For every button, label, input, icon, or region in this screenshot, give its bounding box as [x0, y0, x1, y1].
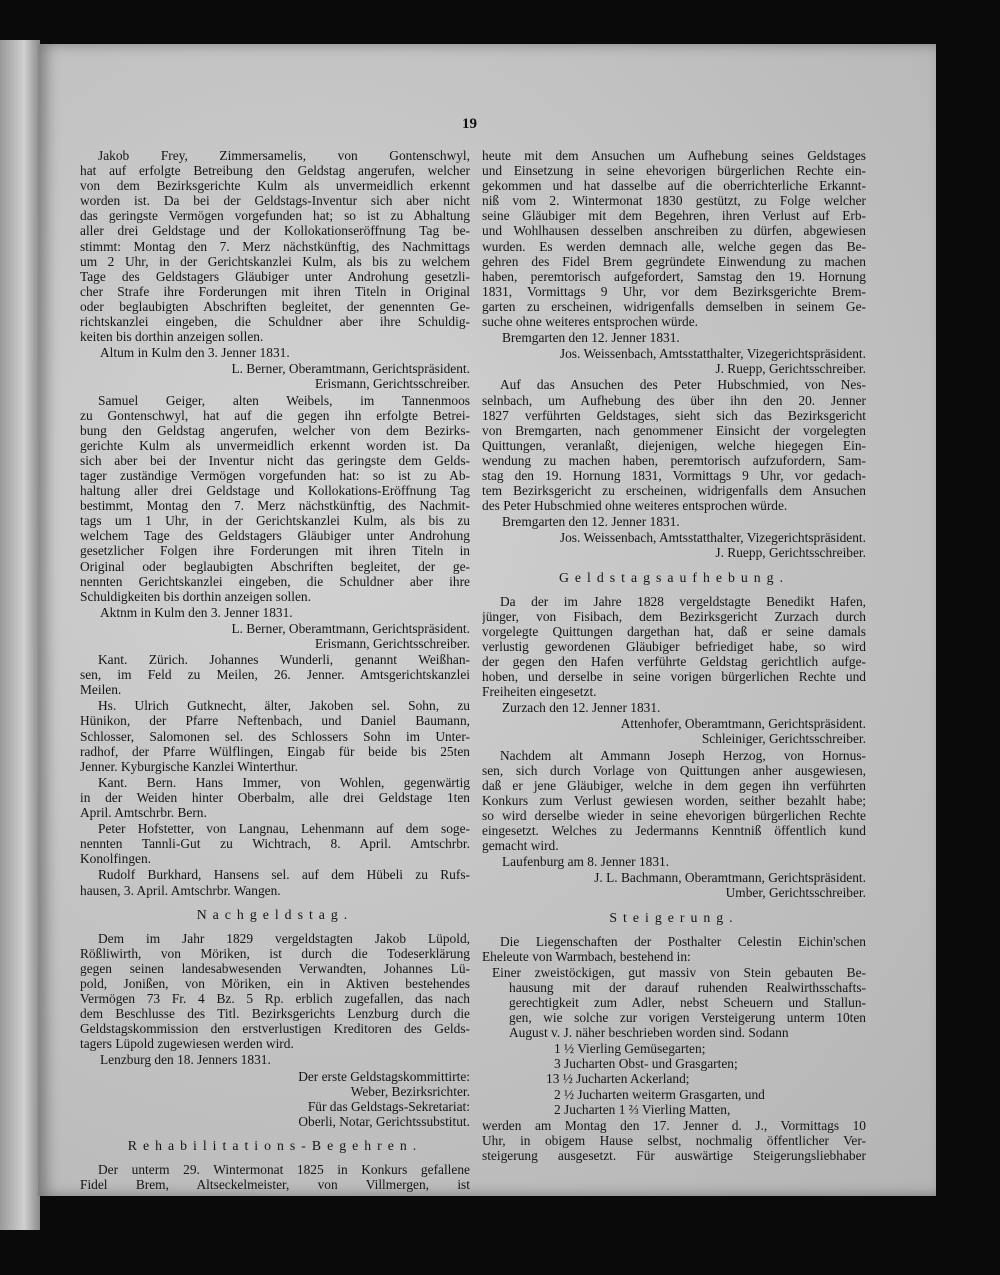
- text-line: Umber, Gerichtsschreiber.: [725, 885, 866, 901]
- dateline: [80, 345, 470, 360]
- text-line: Rudolf Burkhard, Hansens sel. auf dem Hübeli zu Rufs-: [98, 867, 470, 883]
- text-line: Eheleute von Warmbach, bestehend in:: [482, 948, 691, 964]
- text-line: verlustig gewordenen Gläubiger befriediget habe, so wird: [482, 638, 866, 654]
- text-line: in der Weiden hinter Oberbalm, alle drei Geldstage 1ten: [80, 789, 470, 805]
- text-line: wendung zu machen haben, peremtorisch aufzufordern, Sam-: [482, 452, 866, 468]
- text-line: stag den 19. Hornung 1831, Vormittags 9 Uhr, vor gedach-: [482, 467, 866, 483]
- text-line: gegen seinen landesabwesenden Verwandten, Johannes Lü-: [80, 960, 470, 976]
- text-line: von dem Bezirksgerichte Kulm als unvermeidlich erkennt: [80, 178, 470, 194]
- text-line: hat auf erfolgte Betreibung den Geldstag angerufen, welcher: [80, 163, 470, 179]
- text-line: Der erste Geldstagskommittirte:: [298, 1068, 470, 1084]
- left-column: [80, 148, 470, 1193]
- text-line: Konkurs zum Verlust gewiesen worden, seither bezahlt habe;: [482, 792, 866, 808]
- text-line: Jenner. Kyburgische Kanzlei Winterthur.: [80, 758, 298, 774]
- paragraph: [482, 748, 866, 854]
- heading-text: Nachgeldstag.: [196, 906, 354, 922]
- text-line: bestimmt, Montag den 7. Merz nächstkünftig, des Nachmit-: [80, 498, 470, 514]
- paragraph: [80, 775, 470, 820]
- text-line: tags um 1 Uhr, in der Gerichtskanzlei Kulm, als bis zu: [80, 513, 470, 529]
- section-heading: [80, 907, 470, 922]
- text-line: Einer zweistöckigen, gut massiv von Stein gebauten Be-: [492, 964, 866, 980]
- text-line: Dem im Jahr 1829 vergeldstagten Jakob Lüpold,: [98, 930, 470, 946]
- text-line: Erismann, Gerichtsschreiber.: [314, 376, 470, 392]
- text-line: Die Liegenschaften der Posthalter Celestin Eichin'schen: [500, 933, 866, 949]
- text-line: Auf das Ansuchen des Peter Hubschmied, von Nes-: [500, 377, 866, 393]
- dateline: [80, 1052, 470, 1067]
- text-line: gemacht wird.: [482, 838, 559, 854]
- section-heading: [482, 910, 866, 925]
- text-line: keiten bis dorthin anzeigen sollen.: [80, 329, 264, 345]
- text-line: Rößliwirth, von Möriken, ist durch die Todeserklärung: [80, 945, 470, 961]
- signature: [80, 1069, 470, 1129]
- text-line: Meilen.: [80, 682, 122, 698]
- text-line: tem Bezirksgericht zu erscheinen, widrigenfalls dem Ansuchen: [482, 483, 866, 499]
- text-line: Erismann, Gerichtsschreiber.: [314, 636, 470, 651]
- text-line: gerichte Kulm als unvermeidlich erkennt worden ist. Da: [80, 437, 470, 453]
- text-line: J. Ruepp, Gerichtsschreiber.: [715, 545, 866, 561]
- text-line: heute mit dem Ansuchen um Aufhebung seines Geldstages: [482, 148, 866, 163]
- text-line: das geringste Vermögen vorgefunden hat; so ist zu Abhaltung: [80, 208, 470, 224]
- text-line: 2 ½ Jucharten weiterm Grasgarten, und: [554, 1086, 765, 1102]
- text-line: tager zuständige Vermögen vorgefunden hat: so ist zu Ab-: [80, 467, 470, 483]
- text-line: 2 Jucharten 1 ⅔ Vierling Matten,: [554, 1101, 731, 1117]
- text-line: Uhr, in obigem Hause selbst, nochmalig öffentlicher Ver-: [482, 1132, 866, 1148]
- text-line: von Bremgarten, nach genommener Einsicht der vorgelegten: [482, 422, 866, 438]
- text-line: Geldstagskommission den erstverlustigen Kreditoren des Gelds-: [80, 1021, 470, 1037]
- text-line: 1 ½ Vierling Gemüsegarten;: [554, 1041, 706, 1057]
- text-line: sen, im Feld zu Meilen, 26. Jenner. Amtsgerichtskanzlei: [80, 667, 470, 683]
- text-line: Jos. Weissenbach, Amtsstatthalter, Vizegerichtspräsident.: [559, 346, 866, 362]
- text-line: J. Ruepp, Gerichtsschreiber.: [715, 361, 866, 377]
- text-line: um 2 Uhr, in der Gerichtskanzlei Kulm, als bis zu welchem: [80, 253, 470, 269]
- text-line: daß er jene Gläubiger, welche in dem gegen ihn verführten: [482, 777, 866, 793]
- text-line: des Peter Hubschmied ohne weiteres entsprochen würde.: [482, 498, 788, 514]
- text-line: werden am Montag den 17. Jenner d. J., Vormittags 10: [482, 1117, 866, 1133]
- signature: [482, 870, 866, 900]
- text-line: haltung aller drei Geldstage und Kollokations-Eröffnung Tag: [80, 483, 470, 499]
- text-line: Altum in Kulm den 3. Jenner 1831.: [100, 345, 290, 361]
- heading-text: Steigerung.: [609, 909, 739, 925]
- paragraph: [80, 652, 470, 697]
- text-line: pold, Jonißen, von Möriken, ein in Aktiven bestehendes: [80, 975, 470, 991]
- text-line: radhof, der Pfarre Wülflingen, Eingab für beide bis 25ten: [80, 743, 470, 759]
- text-line: Tage des Geldstagers Gläubiger unter Androhung gesetzli-: [80, 268, 470, 284]
- text-line: suche ohne weiteres entsprochen würde.: [482, 314, 699, 330]
- text-line: Schleiniger, Gerichtsschreiber.: [701, 731, 866, 747]
- text-line: Fidel Brem, Altseckelmeister, von Villmergen, ist: [80, 1177, 470, 1193]
- text-line: nennten Gerichtskanzlei eingeben, die Schuldner aber ihre: [80, 573, 470, 589]
- text-line: Kant. Bern. Hans Immer, von Wohlen, gegenwärtig: [98, 774, 470, 790]
- paragraph: [80, 148, 470, 344]
- paragraph: [482, 148, 866, 329]
- property-list: [482, 1041, 866, 1116]
- paragraph: [80, 821, 470, 866]
- paragraph: [482, 377, 866, 513]
- paragraph: [482, 934, 866, 964]
- paragraph: [482, 1118, 866, 1163]
- previous-page-edge: [0, 40, 40, 1230]
- text-line: Der unterm 29. Wintermonat 1825 in Konkurs gefallene: [98, 1162, 470, 1177]
- text-line: gekommen und hat dasselbe auf die oberrichterliche Erkannt-: [482, 178, 866, 194]
- signature: [80, 361, 470, 391]
- dateline: [482, 854, 866, 869]
- text-line: wurden. Es werden demnach alle, welche gegen das Be-: [482, 238, 866, 254]
- text-line: Konolfingen.: [80, 851, 152, 867]
- text-line: Lenzburg den 18. Jenners 1831.: [100, 1052, 271, 1068]
- section-heading: [482, 570, 866, 585]
- dateline: [482, 700, 866, 715]
- text-line: niß vom 2. Wintermonat 1830 gestützt, zu Folge welcher: [482, 193, 866, 209]
- text-line: Peter Hofstetter, von Langnau, Lehenmann auf dem soge-: [98, 821, 470, 837]
- text-line: J. L. Bachmann, Oberamtmann, Gerichtspräsident.: [594, 870, 866, 886]
- paragraph: [482, 594, 866, 700]
- paragraph: [80, 698, 470, 773]
- text-line: Weber, Bezirksrichter.: [350, 1083, 470, 1099]
- text-line: zu Gontenschwyl, hat auf die gegen ihn erfolgte Betrei-: [80, 407, 470, 423]
- text-line: sen, sich durch Vorlage von Quittungen anher ausgewiesen,: [482, 762, 866, 778]
- dateline: [80, 605, 470, 620]
- text-line: richtskanzlei eingeben, die Schuldner aber ihre Schuldig-: [80, 314, 470, 330]
- text-line: Zurzach den 12. Jenner 1831.: [502, 700, 661, 716]
- paragraph: [80, 393, 470, 604]
- text-line: sich aber bei der Inventur nicht das geringste dem Gelds-: [80, 452, 470, 468]
- text-line: Jos. Weissenbach, Amtsstatthalter, Vizegerichtspräsident.: [559, 530, 866, 546]
- signature: [80, 621, 470, 651]
- text-line: 13 ½ Jucharten Ackerland;: [546, 1071, 690, 1087]
- text-line: Für das Geldstags-Sekretariat:: [307, 1098, 470, 1114]
- text-line: Quittungen, veranlaßt, diejenigen, welche hiegegen Ein-: [482, 437, 866, 453]
- text-line: Bremgarten den 12. Jenner 1831.: [502, 330, 680, 346]
- text-line: hausen, 3. April. Amtschrbr. Wangen.: [80, 882, 281, 898]
- text-line: Da der im Jahre 1828 vergeldstagte Benedikt Hafen,: [500, 593, 866, 609]
- text-line: Bremgarten den 12. Jenner 1831.: [502, 514, 680, 530]
- text-line: selnbach, um Aufhebung des über ihn den 20. Jenner: [482, 392, 866, 408]
- text-line: Kant. Zürich. Johannes Wunderli, genannt Weißhan-: [98, 652, 470, 668]
- text-line: Samuel Geiger, alten Weibels, im Tannenmoos: [98, 392, 470, 408]
- dateline: [482, 330, 866, 345]
- text-line: bung den Geldstag angerufen, welcher von dem Bezirks-: [80, 422, 470, 438]
- text-line: 3 Jucharten Obst- und Grasgarten;: [554, 1056, 738, 1072]
- page-number: 19: [462, 116, 477, 132]
- text-line: haben, peremtorisch aufgefordert, Samstag den 19. Hornung: [482, 268, 866, 284]
- text-line: nennten Tannli-Gut zu Wichtrach, 8. April. Amtschrbr.: [80, 836, 470, 852]
- text-line: steigerung ausgesetzt. Für auswärtige Steigerungsliebhaber: [482, 1147, 866, 1163]
- section-heading: [80, 1138, 470, 1153]
- text-line: und Einsetzung in seine ehevorigen bürgerlichen Rechte ein-: [482, 163, 866, 179]
- text-line: gesetzlicher Folgen ihre Forderungen mit ihren Titeln in: [80, 543, 470, 559]
- text-line: seine Gläubiger mit dem Begehren, ihren Verlust auf Erb-: [482, 208, 866, 224]
- heading-text: Geldstagsaufhebung.: [558, 569, 790, 585]
- text-line: Hünikon, der Pfarre Neftenbach, und Daniel Baumann,: [80, 713, 470, 729]
- text-line: Oberli, Notar, Gerichtssubstitut.: [298, 1113, 470, 1129]
- right-column: [482, 148, 866, 1164]
- text-line: cher Strafe ihre Forderungen mit ihren Titeln in Original: [80, 283, 470, 299]
- text-line: Freiheiten eingesetzt.: [482, 684, 597, 700]
- text-line: L. Berner, Oberamtmann, Gerichtspräsident.: [231, 361, 470, 377]
- text-line: L. Berner, Oberamtmann, Gerichtspräsident.: [231, 620, 470, 636]
- text-line: gerechtigkeit zum Adler, nebst Scheuern und Stallun-: [509, 994, 866, 1010]
- text-line: aller drei Geldstage und der Kollokationseröffnung Tag be-: [80, 223, 470, 239]
- text-line: Schlosser, Salomonen sel. des Schlossers Sohn im Unter-: [80, 728, 470, 744]
- text-line: Schuldigkeiten bis dorthin anzeigen sollen.: [80, 588, 311, 604]
- text-line: Jakob Frey, Zimmersamelis, von Gontenschwyl,: [98, 148, 470, 163]
- text-line: hausung mit der darauf ruhenden Realwirthsschafts-: [509, 979, 866, 995]
- text-line: so wird derselbe wieder in seine ehevorigen bürgerlichen Rechte: [482, 807, 866, 823]
- paragraph: [80, 1162, 470, 1192]
- text-line: Hs. Ulrich Gutknecht, älter, Jakoben sel. Sohn, zu: [98, 698, 470, 714]
- paragraph: [80, 867, 470, 897]
- text-line: April. Amtschrbr. Bern.: [80, 805, 207, 821]
- text-line: gehren des Fidel Brem gegründete Einwendung zu machen: [482, 253, 866, 269]
- text-line: Laufenburg am 8. Jenner 1831.: [502, 854, 670, 870]
- text-line: tagers Lüpold zugewiesen werden wird.: [80, 1036, 294, 1052]
- signature: [482, 716, 866, 746]
- text-line: Nachdem alt Ammann Joseph Herzog, von Hornus-: [500, 747, 866, 763]
- property-description: [482, 965, 866, 1040]
- text-line: 1827 verführten Geldstages, sieht sich das Bezirksgericht: [482, 407, 866, 423]
- text-line: Aktnm in Kulm den 3. Jenner 1831.: [100, 604, 293, 620]
- text-line: hoben, und derselbe in seine vorigen bürgerlichen Rechte und: [482, 669, 866, 685]
- signature: [482, 346, 866, 376]
- text-line: welchem Tage des Geldstagers Gläubiger unter Androhung: [80, 528, 470, 544]
- text-line: gen, wie solche zur vorigen Versteigerung unterm 10ten: [509, 1010, 866, 1026]
- text-line: eingesetzt. Welches zu Jedermanns Kenntniß öffentlich kund: [482, 823, 866, 839]
- text-line: worden ist. Da bei der Geldstags-Inventur sich aber nicht: [80, 193, 470, 209]
- text-line: Vermögen 73 Fr. 4 Bz. 5 Rp. erblich zugefallen, das nach: [80, 991, 470, 1007]
- paragraph: [80, 931, 470, 1052]
- text-line: oder beglaubigten Abschriften begleitet, der genennten Ge-: [80, 298, 470, 314]
- dateline: [482, 514, 866, 529]
- text-line: stimmt: Montag den 7. Merz nächstkünftig, des Nachmittags: [80, 238, 470, 254]
- text-line: Original oder beglaubigten Abschriften begleitet, der ge-: [80, 558, 470, 574]
- signature: [482, 530, 866, 560]
- text-line: jünger, von Fisibach, dem Bezirksgericht Zurzach durch: [482, 608, 866, 624]
- text-line: August v. J. näher beschrieben worden sind. Sodann: [509, 1025, 789, 1041]
- text-line: und Wohlhausen desselben anschreiben zu dürfen, abgewiesen: [482, 223, 866, 239]
- text-line: der gegen den Hafen verführte Geldstag gerichtlich aufge-: [482, 654, 866, 669]
- text-line: Attenhofer, Oberamtmann, Gerichtspräsident.: [620, 716, 866, 732]
- text-line: 1831, Vormittags 9 Uhr, vor dem Bezirksgerichte Brem-: [482, 283, 866, 299]
- text-line: garten zu erscheinen, widrigenfalls demselben in seinem Ge-: [482, 298, 866, 314]
- text-line: dem Beschlusse des Titl. Bezirksgerichts Lenzburg durch die: [80, 1006, 470, 1022]
- heading-text: Rehabilitations-Begehren.: [127, 1137, 423, 1153]
- text-line: vorgelegte Quittungen dargethan hat, daß er seine damals: [482, 623, 866, 639]
